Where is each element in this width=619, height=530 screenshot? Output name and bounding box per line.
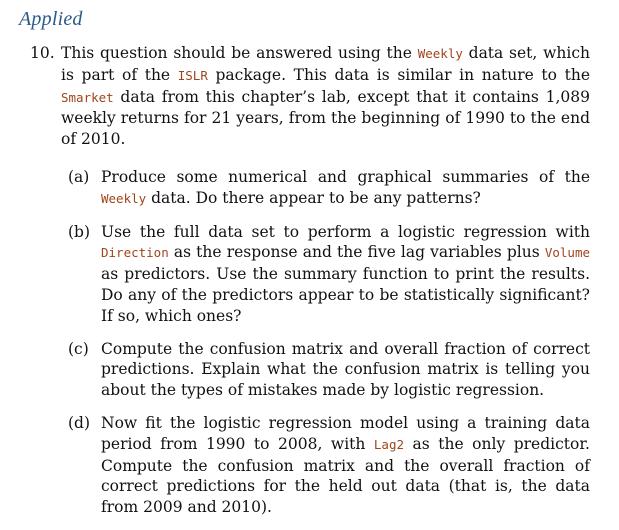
part-text-segment: Use the full data set to perform a logistic regression with <box>101 222 590 241</box>
part-d <box>68 413 590 518</box>
part-text-segment: data. Do there appear to be any patterns? <box>146 188 481 207</box>
exercise-intro <box>61 43 590 150</box>
part-label: (a) <box>68 167 90 186</box>
code-islr: ISLR <box>177 67 208 83</box>
part-text-segment: Produce some numerical and graphical summaries of the <box>101 167 590 186</box>
part-text <box>101 222 590 327</box>
part-text <box>101 413 590 518</box>
part-text-segment: Now fit the logistic regression model using a training data period from 1990 to 2008, with <box>101 413 590 453</box>
intro-text: This question should be answered using the <box>61 44 418 62</box>
code-smarket: Smarket <box>61 89 114 105</box>
part-text-segment: as the response and the five lag variables plus <box>168 243 545 262</box>
code-weekly: Weekly <box>417 46 463 61</box>
code-lag2: Lag2 <box>373 436 404 452</box>
intro-text: package. This data is similar in nature to the <box>207 65 591 84</box>
part-label: (c) <box>68 339 89 358</box>
intro-text: data from this chapter’s lab, except that it contains 1,089 weekly returns for 21 years, from the beginning of 1990 to the end of 2010. <box>61 87 590 149</box>
code-volume: Volume <box>544 245 590 261</box>
exercise-10 <box>30 43 590 530</box>
part-label: (b) <box>68 222 91 241</box>
code-direction: Direction <box>101 245 169 261</box>
part-label: (d) <box>68 413 91 432</box>
section-heading: Applied <box>19 8 83 30</box>
part-text-segment: as predictors. Use the summary function to print the results. Do any of the predictors appear to be statistically significant? If so, which ones? <box>101 265 590 325</box>
part-c <box>68 339 590 401</box>
part-a <box>68 167 590 210</box>
part-text <box>101 339 590 401</box>
part-text-segment: Compute the confusion matrix and overall fraction of correct predictions. Explain what the confusion matrix is telling you about the types of mistakes made by logistic regression. <box>101 339 590 400</box>
intro-text: data set, which is part of the <box>61 44 590 84</box>
part-text <box>101 167 590 210</box>
code-weekly: Weekly <box>101 190 147 206</box>
exercise-number: 10. <box>30 44 55 62</box>
part-text-segment: as the only predictor. Compute the confusion matrix and the overall fraction of correct predictions for the held out data (that is, the data from 2009 and 2010). <box>101 434 590 517</box>
exercise-parts <box>30 167 590 518</box>
part-b <box>68 222 590 327</box>
